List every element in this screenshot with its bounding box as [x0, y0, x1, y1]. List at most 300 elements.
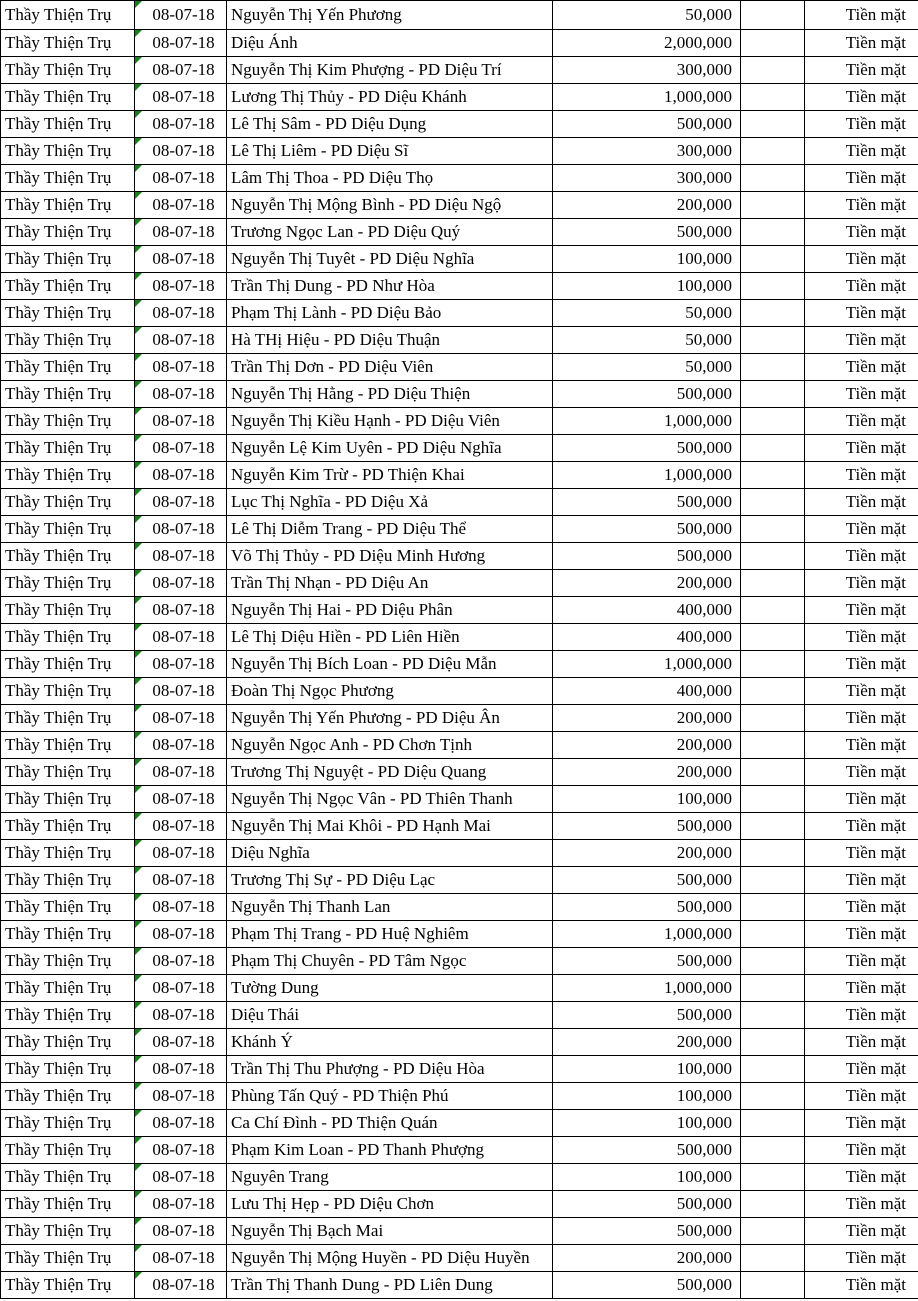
- table-row: [1, 705, 918, 732]
- donor-cell[interactable]: Nguyễn Thị Bích Loan - PD Diệu Mẫn: [227, 651, 553, 678]
- amount-cell[interactable]: 300,000: [553, 57, 741, 84]
- date-cell[interactable]: 08-07-18: [135, 543, 227, 570]
- empty-cell[interactable]: [741, 489, 805, 516]
- payment-method-cell[interactable]: Tiền mặt: [805, 273, 918, 300]
- empty-cell[interactable]: [741, 813, 805, 840]
- amount-cell[interactable]: 1,000,000: [553, 651, 741, 678]
- recipient-cell[interactable]: Thầy Thiện Trụ: [1, 1083, 135, 1110]
- payment-method-cell[interactable]: Tiền mặt: [805, 111, 918, 138]
- donor-cell[interactable]: Trần Thị Dung - PD Như Hòa: [227, 273, 553, 300]
- donor-cell[interactable]: Nguyễn Ngọc Anh - PD Chơn Tịnh: [227, 732, 553, 759]
- payment-method-cell[interactable]: Tiền mặt: [805, 651, 918, 678]
- amount-cell[interactable]: 500,000: [553, 489, 741, 516]
- date-cell[interactable]: 08-07-18: [135, 1191, 227, 1218]
- date-cell[interactable]: 08-07-18: [135, 786, 227, 813]
- date-cell[interactable]: 08-07-18: [135, 354, 227, 381]
- payment-method-cell[interactable]: Tiền mặt: [805, 1218, 918, 1245]
- empty-cell[interactable]: [741, 30, 805, 57]
- amount-cell[interactable]: 500,000: [553, 1191, 741, 1218]
- amount-cell[interactable]: 100,000: [553, 1164, 741, 1191]
- date-cell[interactable]: 08-07-18: [135, 975, 227, 1002]
- payment-method-cell[interactable]: Tiền mặt: [805, 867, 918, 894]
- donor-cell[interactable]: Trương Ngọc Lan - PD Diệu Quý: [227, 219, 553, 246]
- empty-cell[interactable]: [741, 1191, 805, 1218]
- recipient-cell[interactable]: Thầy Thiện Trụ: [1, 624, 135, 651]
- date-cell[interactable]: 08-07-18: [135, 948, 227, 975]
- empty-cell[interactable]: [741, 165, 805, 192]
- donor-cell[interactable]: Phùng Tấn Quý - PD Thiện Phú: [227, 1083, 553, 1110]
- donor-cell[interactable]: Trần Thị Dơn - PD Diệu Viên: [227, 354, 553, 381]
- payment-method-cell[interactable]: Tiền mặt: [805, 786, 918, 813]
- payment-method-cell[interactable]: Tiền mặt: [805, 813, 918, 840]
- payment-method-cell[interactable]: Tiền mặt: [805, 30, 918, 57]
- empty-cell[interactable]: [741, 1137, 805, 1164]
- date-cell[interactable]: 08-07-18: [135, 165, 227, 192]
- table-row: [1, 1083, 918, 1110]
- empty-cell[interactable]: [741, 543, 805, 570]
- empty-cell[interactable]: [741, 1, 805, 30]
- recipient-cell[interactable]: Thầy Thiện Trụ: [1, 300, 135, 327]
- amount-cell[interactable]: 200,000: [553, 1029, 741, 1056]
- date-cell[interactable]: 08-07-18: [135, 1, 227, 30]
- payment-method-cell[interactable]: Tiền mặt: [805, 1083, 918, 1110]
- amount-cell[interactable]: 1,000,000: [553, 921, 741, 948]
- payment-method-cell[interactable]: Tiền mặt: [805, 1137, 918, 1164]
- payment-method-cell[interactable]: Tiền mặt: [805, 192, 918, 219]
- date-cell[interactable]: 08-07-18: [135, 1110, 227, 1137]
- table-row: [1, 165, 918, 192]
- date-cell[interactable]: 08-07-18: [135, 921, 227, 948]
- amount-cell[interactable]: 500,000: [553, 111, 741, 138]
- donor-cell[interactable]: Phạm Kim Loan - PD Thanh Phượng: [227, 1137, 553, 1164]
- amount-cell[interactable]: 200,000: [553, 570, 741, 597]
- date-cell[interactable]: 08-07-18: [135, 678, 227, 705]
- recipient-cell[interactable]: Thầy Thiện Trụ: [1, 1056, 135, 1083]
- donor-cell[interactable]: Lương Thị Thủy - PD Diệu Khánh: [227, 84, 553, 111]
- payment-method-cell[interactable]: Tiền mặt: [805, 543, 918, 570]
- payment-method-cell[interactable]: Tiền mặt: [805, 1191, 918, 1218]
- recipient-cell[interactable]: Thầy Thiện Trụ: [1, 786, 135, 813]
- payment-method-cell[interactable]: Tiền mặt: [805, 327, 918, 354]
- payment-method-cell[interactable]: Tiền mặt: [805, 1164, 918, 1191]
- donor-cell[interactable]: Nguyễn Thị Mộng Bình - PD Diệu Ngộ: [227, 192, 553, 219]
- date-cell[interactable]: 08-07-18: [135, 219, 227, 246]
- empty-cell[interactable]: [741, 1056, 805, 1083]
- amount-cell[interactable]: 1,000,000: [553, 462, 741, 489]
- payment-method-cell[interactable]: Tiền mặt: [805, 138, 918, 165]
- date-cell[interactable]: 08-07-18: [135, 1272, 227, 1299]
- recipient-cell[interactable]: Thầy Thiện Trụ: [1, 678, 135, 705]
- empty-cell[interactable]: [741, 975, 805, 1002]
- amount-cell[interactable]: 500,000: [553, 894, 741, 921]
- empty-cell[interactable]: [741, 1245, 805, 1272]
- donor-cell[interactable]: Diệu Thái: [227, 1002, 553, 1029]
- date-cell[interactable]: 08-07-18: [135, 732, 227, 759]
- date-cell[interactable]: 08-07-18: [135, 1056, 227, 1083]
- empty-cell[interactable]: [741, 840, 805, 867]
- payment-method-cell[interactable]: Tiền mặt: [805, 894, 918, 921]
- amount-cell[interactable]: 100,000: [553, 1056, 741, 1083]
- donor-cell[interactable]: Lê Thị Diễm Trang - PD Diệu Thể: [227, 516, 553, 543]
- payment-method-cell[interactable]: Tiền mặt: [805, 570, 918, 597]
- empty-cell[interactable]: [741, 57, 805, 84]
- recipient-cell[interactable]: Thầy Thiện Trụ: [1, 867, 135, 894]
- recipient-cell[interactable]: Thầy Thiện Trụ: [1, 1137, 135, 1164]
- empty-cell[interactable]: [741, 435, 805, 462]
- payment-method-cell[interactable]: Tiền mặt: [805, 1029, 918, 1056]
- amount-cell[interactable]: 50,000: [553, 1, 741, 30]
- date-cell[interactable]: 08-07-18: [135, 894, 227, 921]
- date-cell[interactable]: 08-07-18: [135, 1218, 227, 1245]
- donor-cell[interactable]: Nguyễn Thị Yến Phương - PD Diệu Ân: [227, 705, 553, 732]
- amount-cell[interactable]: 300,000: [553, 138, 741, 165]
- amount-cell[interactable]: 500,000: [553, 1002, 741, 1029]
- empty-cell[interactable]: [741, 354, 805, 381]
- table-row: [1, 354, 918, 381]
- payment-method-cell[interactable]: Tiền mặt: [805, 921, 918, 948]
- date-cell[interactable]: 08-07-18: [135, 1002, 227, 1029]
- amount-cell[interactable]: 400,000: [553, 597, 741, 624]
- recipient-cell[interactable]: Thầy Thiện Trụ: [1, 975, 135, 1002]
- payment-method-cell[interactable]: Tiền mặt: [805, 975, 918, 1002]
- empty-cell[interactable]: [741, 408, 805, 435]
- recipient-cell[interactable]: Thầy Thiện Trụ: [1, 759, 135, 786]
- date-cell[interactable]: 08-07-18: [135, 759, 227, 786]
- payment-method-cell[interactable]: Tiền mặt: [805, 516, 918, 543]
- table-row: [1, 1029, 918, 1056]
- date-cell[interactable]: 08-07-18: [135, 381, 227, 408]
- payment-method-cell[interactable]: Tiền mặt: [805, 678, 918, 705]
- date-cell[interactable]: 08-07-18: [135, 84, 227, 111]
- empty-cell[interactable]: [741, 1083, 805, 1110]
- recipient-cell[interactable]: Thầy Thiện Trụ: [1, 1272, 135, 1299]
- payment-method-cell[interactable]: Tiền mặt: [805, 1245, 918, 1272]
- recipient-cell[interactable]: Thầy Thiện Trụ: [1, 219, 135, 246]
- amount-cell[interactable]: 500,000: [553, 867, 741, 894]
- date-cell[interactable]: 08-07-18: [135, 300, 227, 327]
- donor-cell[interactable]: Võ Thị Thủy - PD Diệu Minh Hương: [227, 543, 553, 570]
- date-cell[interactable]: 08-07-18: [135, 462, 227, 489]
- donor-cell[interactable]: Nguyễn Thị Kiều Hạnh - PD Diệu Viên: [227, 408, 553, 435]
- amount-cell[interactable]: 200,000: [553, 732, 741, 759]
- date-cell[interactable]: 08-07-18: [135, 273, 227, 300]
- recipient-cell[interactable]: Thầy Thiện Trụ: [1, 354, 135, 381]
- amount-cell[interactable]: 400,000: [553, 678, 741, 705]
- donor-cell[interactable]: Lưu Thị Hẹp - PD Diệu Chơn: [227, 1191, 553, 1218]
- donor-cell[interactable]: Tường Dung: [227, 975, 553, 1002]
- recipient-cell[interactable]: Thầy Thiện Trụ: [1, 462, 135, 489]
- payment-method-cell[interactable]: Tiền mặt: [805, 597, 918, 624]
- date-cell[interactable]: 08-07-18: [135, 1137, 227, 1164]
- donor-cell[interactable]: Nguyễn Thị Mộng Huyền - PD Diệu Huyền: [227, 1245, 553, 1272]
- empty-cell[interactable]: [741, 462, 805, 489]
- recipient-cell[interactable]: Thầy Thiện Trụ: [1, 489, 135, 516]
- table-row: [1, 489, 918, 516]
- date-cell[interactable]: 08-07-18: [135, 813, 227, 840]
- empty-cell[interactable]: [741, 273, 805, 300]
- donor-cell[interactable]: Nguyễn Thị Kim Phượng - PD Diệu Trí: [227, 57, 553, 84]
- recipient-cell[interactable]: Thầy Thiện Trụ: [1, 84, 135, 111]
- recipient-cell[interactable]: Thầy Thiện Trụ: [1, 381, 135, 408]
- payment-method-cell[interactable]: Tiền mặt: [805, 84, 918, 111]
- date-cell[interactable]: 08-07-18: [135, 57, 227, 84]
- payment-method-cell[interactable]: Tiền mặt: [805, 1272, 918, 1299]
- date-cell[interactable]: 08-07-18: [135, 840, 227, 867]
- amount-cell[interactable]: 400,000: [553, 624, 741, 651]
- recipient-cell[interactable]: Thầy Thiện Trụ: [1, 651, 135, 678]
- empty-cell[interactable]: [741, 786, 805, 813]
- date-cell[interactable]: 08-07-18: [135, 111, 227, 138]
- empty-cell[interactable]: [741, 1272, 805, 1299]
- recipient-cell[interactable]: Thầy Thiện Trụ: [1, 435, 135, 462]
- payment-method-cell[interactable]: Tiền mặt: [805, 948, 918, 975]
- amount-cell[interactable]: 500,000: [553, 813, 741, 840]
- empty-cell[interactable]: [741, 516, 805, 543]
- payment-method-cell[interactable]: Tiền mặt: [805, 57, 918, 84]
- recipient-cell[interactable]: Thầy Thiện Trụ: [1, 948, 135, 975]
- empty-cell[interactable]: [741, 570, 805, 597]
- recipient-cell[interactable]: Thầy Thiện Trụ: [1, 705, 135, 732]
- recipient-cell[interactable]: Thầy Thiện Trụ: [1, 1218, 135, 1245]
- table-row: [1, 219, 918, 246]
- amount-cell[interactable]: 2,000,000: [553, 30, 741, 57]
- empty-cell[interactable]: [741, 948, 805, 975]
- table-row: [1, 1110, 918, 1137]
- payment-method-cell[interactable]: Tiền mặt: [805, 840, 918, 867]
- donor-cell[interactable]: Trương Thị Sự - PD Diệu Lạc: [227, 867, 553, 894]
- amount-cell[interactable]: 100,000: [553, 273, 741, 300]
- empty-cell[interactable]: [741, 894, 805, 921]
- empty-cell[interactable]: [741, 921, 805, 948]
- date-cell[interactable]: 08-07-18: [135, 1245, 227, 1272]
- donor-cell[interactable]: Trần Thị Nhạn - PD Diệu An: [227, 570, 553, 597]
- empty-cell[interactable]: [741, 651, 805, 678]
- empty-cell[interactable]: [741, 705, 805, 732]
- recipient-cell[interactable]: Thầy Thiện Trụ: [1, 597, 135, 624]
- payment-method-cell[interactable]: Tiền mặt: [805, 165, 918, 192]
- recipient-cell[interactable]: Thầy Thiện Trụ: [1, 840, 135, 867]
- recipient-cell[interactable]: Thầy Thiện Trụ: [1, 1164, 135, 1191]
- amount-cell[interactable]: 200,000: [553, 1245, 741, 1272]
- amount-cell[interactable]: 500,000: [553, 543, 741, 570]
- recipient-cell[interactable]: Thầy Thiện Trụ: [1, 246, 135, 273]
- donor-cell[interactable]: Hà THị Hiệu - PD Diệu Thuận: [227, 327, 553, 354]
- donor-cell[interactable]: Diệu Ánh: [227, 30, 553, 57]
- date-cell[interactable]: 08-07-18: [135, 30, 227, 57]
- amount-cell[interactable]: 100,000: [553, 1110, 741, 1137]
- empty-cell[interactable]: [741, 300, 805, 327]
- amount-cell[interactable]: 50,000: [553, 327, 741, 354]
- empty-cell[interactable]: [741, 597, 805, 624]
- donor-cell[interactable]: Nguyễn Thị Hai - PD Diệu Phân: [227, 597, 553, 624]
- empty-cell[interactable]: [741, 1218, 805, 1245]
- donor-cell[interactable]: Lâm Thị Thoa - PD Diệu Thọ: [227, 165, 553, 192]
- date-cell[interactable]: 08-07-18: [135, 1083, 227, 1110]
- recipient-cell[interactable]: Thầy Thiện Trụ: [1, 1110, 135, 1137]
- payment-method-cell[interactable]: Tiền mặt: [805, 435, 918, 462]
- empty-cell[interactable]: [741, 1110, 805, 1137]
- payment-method-cell[interactable]: Tiền mặt: [805, 300, 918, 327]
- amount-cell[interactable]: 500,000: [553, 1137, 741, 1164]
- amount-cell[interactable]: 50,000: [553, 300, 741, 327]
- empty-cell[interactable]: [741, 84, 805, 111]
- donor-cell[interactable]: Phạm Thị Trang - PD Huệ Nghiêm: [227, 921, 553, 948]
- donor-cell[interactable]: Trần Thị Thanh Dung - PD Liên Dung: [227, 1272, 553, 1299]
- recipient-cell[interactable]: Thầy Thiện Trụ: [1, 111, 135, 138]
- recipient-cell[interactable]: Thầy Thiện Trụ: [1, 273, 135, 300]
- date-cell[interactable]: 08-07-18: [135, 705, 227, 732]
- empty-cell[interactable]: [741, 759, 805, 786]
- empty-cell[interactable]: [741, 732, 805, 759]
- recipient-cell[interactable]: Thầy Thiện Trụ: [1, 1191, 135, 1218]
- donor-cell[interactable]: Nguyễn Lệ Kim Uyên - PD Diệu Nghĩa: [227, 435, 553, 462]
- recipient-cell[interactable]: Thầy Thiện Trụ: [1, 1, 135, 30]
- recipient-cell[interactable]: Thầy Thiện Trụ: [1, 894, 135, 921]
- payment-method-cell[interactable]: Tiền mặt: [805, 1056, 918, 1083]
- payment-method-cell[interactable]: Tiền mặt: [805, 1002, 918, 1029]
- payment-method-cell[interactable]: Tiền mặt: [805, 354, 918, 381]
- recipient-cell[interactable]: Thầy Thiện Trụ: [1, 327, 135, 354]
- donor-cell[interactable]: Nguyên Trang: [227, 1164, 553, 1191]
- recipient-cell[interactable]: Thầy Thiện Trụ: [1, 570, 135, 597]
- amount-cell[interactable]: 500,000: [553, 219, 741, 246]
- donor-cell[interactable]: Lê Thị Liêm - PD Diệu Sĩ: [227, 138, 553, 165]
- amount-cell[interactable]: 300,000: [553, 165, 741, 192]
- amount-cell[interactable]: 200,000: [553, 759, 741, 786]
- amount-cell[interactable]: 1,000,000: [553, 408, 741, 435]
- amount-cell[interactable]: 100,000: [553, 246, 741, 273]
- date-cell[interactable]: 08-07-18: [135, 489, 227, 516]
- payment-method-cell[interactable]: Tiền mặt: [805, 381, 918, 408]
- empty-cell[interactable]: [741, 1002, 805, 1029]
- donor-cell[interactable]: Nguyễn Thị Thanh Lan: [227, 894, 553, 921]
- amount-cell[interactable]: 100,000: [553, 786, 741, 813]
- recipient-cell[interactable]: Thầy Thiện Trụ: [1, 732, 135, 759]
- recipient-cell[interactable]: Thầy Thiện Trụ: [1, 813, 135, 840]
- date-cell[interactable]: 08-07-18: [135, 516, 227, 543]
- donor-cell[interactable]: Nguyễn Thị Hằng - PD Diệu Thiện: [227, 381, 553, 408]
- payment-method-cell[interactable]: Tiền mặt: [805, 759, 918, 786]
- payment-method-cell[interactable]: Tiền mặt: [805, 732, 918, 759]
- recipient-cell[interactable]: Thầy Thiện Trụ: [1, 165, 135, 192]
- empty-cell[interactable]: [741, 1164, 805, 1191]
- amount-cell[interactable]: 200,000: [553, 840, 741, 867]
- date-cell[interactable]: 08-07-18: [135, 192, 227, 219]
- empty-cell[interactable]: [741, 246, 805, 273]
- date-cell[interactable]: 08-07-18: [135, 246, 227, 273]
- donor-cell[interactable]: Nguyễn Thị Bạch Mai: [227, 1218, 553, 1245]
- date-cell[interactable]: 08-07-18: [135, 408, 227, 435]
- donor-cell[interactable]: Diệu Nghĩa: [227, 840, 553, 867]
- recipient-cell[interactable]: Thầy Thiện Trụ: [1, 30, 135, 57]
- empty-cell[interactable]: [741, 1029, 805, 1056]
- amount-cell[interactable]: 500,000: [553, 381, 741, 408]
- donor-cell[interactable]: Khánh Ý: [227, 1029, 553, 1056]
- donor-cell[interactable]: Nguyễn Thị Mai Khôi - PD Hạnh Mai: [227, 813, 553, 840]
- empty-cell[interactable]: [741, 111, 805, 138]
- date-cell[interactable]: 08-07-18: [135, 327, 227, 354]
- empty-cell[interactable]: [741, 678, 805, 705]
- amount-cell[interactable]: 1,000,000: [553, 975, 741, 1002]
- payment-method-cell[interactable]: Tiền mặt: [805, 246, 918, 273]
- donor-cell[interactable]: Đoàn Thị Ngọc Phương: [227, 678, 553, 705]
- amount-cell[interactable]: 500,000: [553, 1218, 741, 1245]
- empty-cell[interactable]: [741, 327, 805, 354]
- payment-method-cell[interactable]: Tiền mặt: [805, 1110, 918, 1137]
- payment-method-cell[interactable]: Tiền mặt: [805, 705, 918, 732]
- donor-cell[interactable]: Nguyễn Kim Trừ - PD Thiện Khai: [227, 462, 553, 489]
- payment-method-cell[interactable]: Tiền mặt: [805, 408, 918, 435]
- donor-cell[interactable]: Nguyễn Thị Tuyêt - PD Diệu Nghĩa: [227, 246, 553, 273]
- donor-cell[interactable]: Phạm Thị Lành - PD Diệu Bảo: [227, 300, 553, 327]
- date-cell[interactable]: 08-07-18: [135, 1029, 227, 1056]
- date-cell[interactable]: 08-07-18: [135, 570, 227, 597]
- amount-cell[interactable]: 200,000: [553, 192, 741, 219]
- empty-cell[interactable]: [741, 867, 805, 894]
- date-cell[interactable]: 08-07-18: [135, 597, 227, 624]
- recipient-cell[interactable]: Thầy Thiện Trụ: [1, 921, 135, 948]
- amount-cell[interactable]: 50,000: [553, 354, 741, 381]
- recipient-cell[interactable]: Thầy Thiện Trụ: [1, 192, 135, 219]
- empty-cell[interactable]: [741, 624, 805, 651]
- amount-cell[interactable]: 500,000: [553, 435, 741, 462]
- date-cell[interactable]: 08-07-18: [135, 435, 227, 462]
- table-row: [1, 975, 918, 1002]
- amount-cell[interactable]: 500,000: [553, 948, 741, 975]
- empty-cell[interactable]: [741, 138, 805, 165]
- empty-cell[interactable]: [741, 192, 805, 219]
- date-cell[interactable]: 08-07-18: [135, 867, 227, 894]
- empty-cell[interactable]: [741, 381, 805, 408]
- date-cell[interactable]: 08-07-18: [135, 1164, 227, 1191]
- date-cell[interactable]: 08-07-18: [135, 138, 227, 165]
- donor-cell[interactable]: Phạm Thị Chuyên - PD Tâm Ngọc: [227, 948, 553, 975]
- recipient-cell[interactable]: Thầy Thiện Trụ: [1, 1245, 135, 1272]
- donor-cell[interactable]: Nguyễn Thị Ngọc Vân - PD Thiên Thanh: [227, 786, 553, 813]
- payment-method-cell[interactable]: Tiền mặt: [805, 1, 918, 30]
- donor-cell[interactable]: Trần Thị Thu Phượng - PD Diệu Hòa: [227, 1056, 553, 1083]
- payment-method-cell[interactable]: Tiền mặt: [805, 219, 918, 246]
- recipient-cell[interactable]: Thầy Thiện Trụ: [1, 138, 135, 165]
- payment-method-cell[interactable]: Tiền mặt: [805, 624, 918, 651]
- payment-method-cell[interactable]: Tiền mặt: [805, 462, 918, 489]
- recipient-cell[interactable]: Thầy Thiện Trụ: [1, 57, 135, 84]
- table-row: [1, 624, 918, 651]
- amount-cell[interactable]: 500,000: [553, 516, 741, 543]
- donor-cell[interactable]: Lục Thị Nghĩa - PD Diệu Xả: [227, 489, 553, 516]
- recipient-cell[interactable]: Thầy Thiện Trụ: [1, 1002, 135, 1029]
- amount-cell[interactable]: 100,000: [553, 1083, 741, 1110]
- table-row: [1, 1, 918, 30]
- date-cell[interactable]: 08-07-18: [135, 624, 227, 651]
- donor-cell[interactable]: Ca Chí Đình - PD Thiện Quán: [227, 1110, 553, 1137]
- amount-cell[interactable]: 500,000: [553, 1272, 741, 1299]
- donor-cell[interactable]: Nguyễn Thị Yến Phương: [227, 1, 553, 30]
- donor-cell[interactable]: Lê Thị Sâm - PD Diệu Dụng: [227, 111, 553, 138]
- recipient-cell[interactable]: Thầy Thiện Trụ: [1, 1029, 135, 1056]
- recipient-cell[interactable]: Thầy Thiện Trụ: [1, 408, 135, 435]
- recipient-cell[interactable]: Thầy Thiện Trụ: [1, 543, 135, 570]
- donor-cell[interactable]: Trương Thị Nguyệt - PD Diệu Quang: [227, 759, 553, 786]
- amount-cell[interactable]: 1,000,000: [553, 84, 741, 111]
- date-cell[interactable]: 08-07-18: [135, 651, 227, 678]
- payment-method-cell[interactable]: Tiền mặt: [805, 489, 918, 516]
- recipient-cell[interactable]: Thầy Thiện Trụ: [1, 516, 135, 543]
- donor-cell[interactable]: Lê Thị Diệu Hiền - PD Liên Hiền: [227, 624, 553, 651]
- empty-cell[interactable]: [741, 219, 805, 246]
- amount-cell[interactable]: 200,000: [553, 705, 741, 732]
- table-row: [1, 273, 918, 300]
